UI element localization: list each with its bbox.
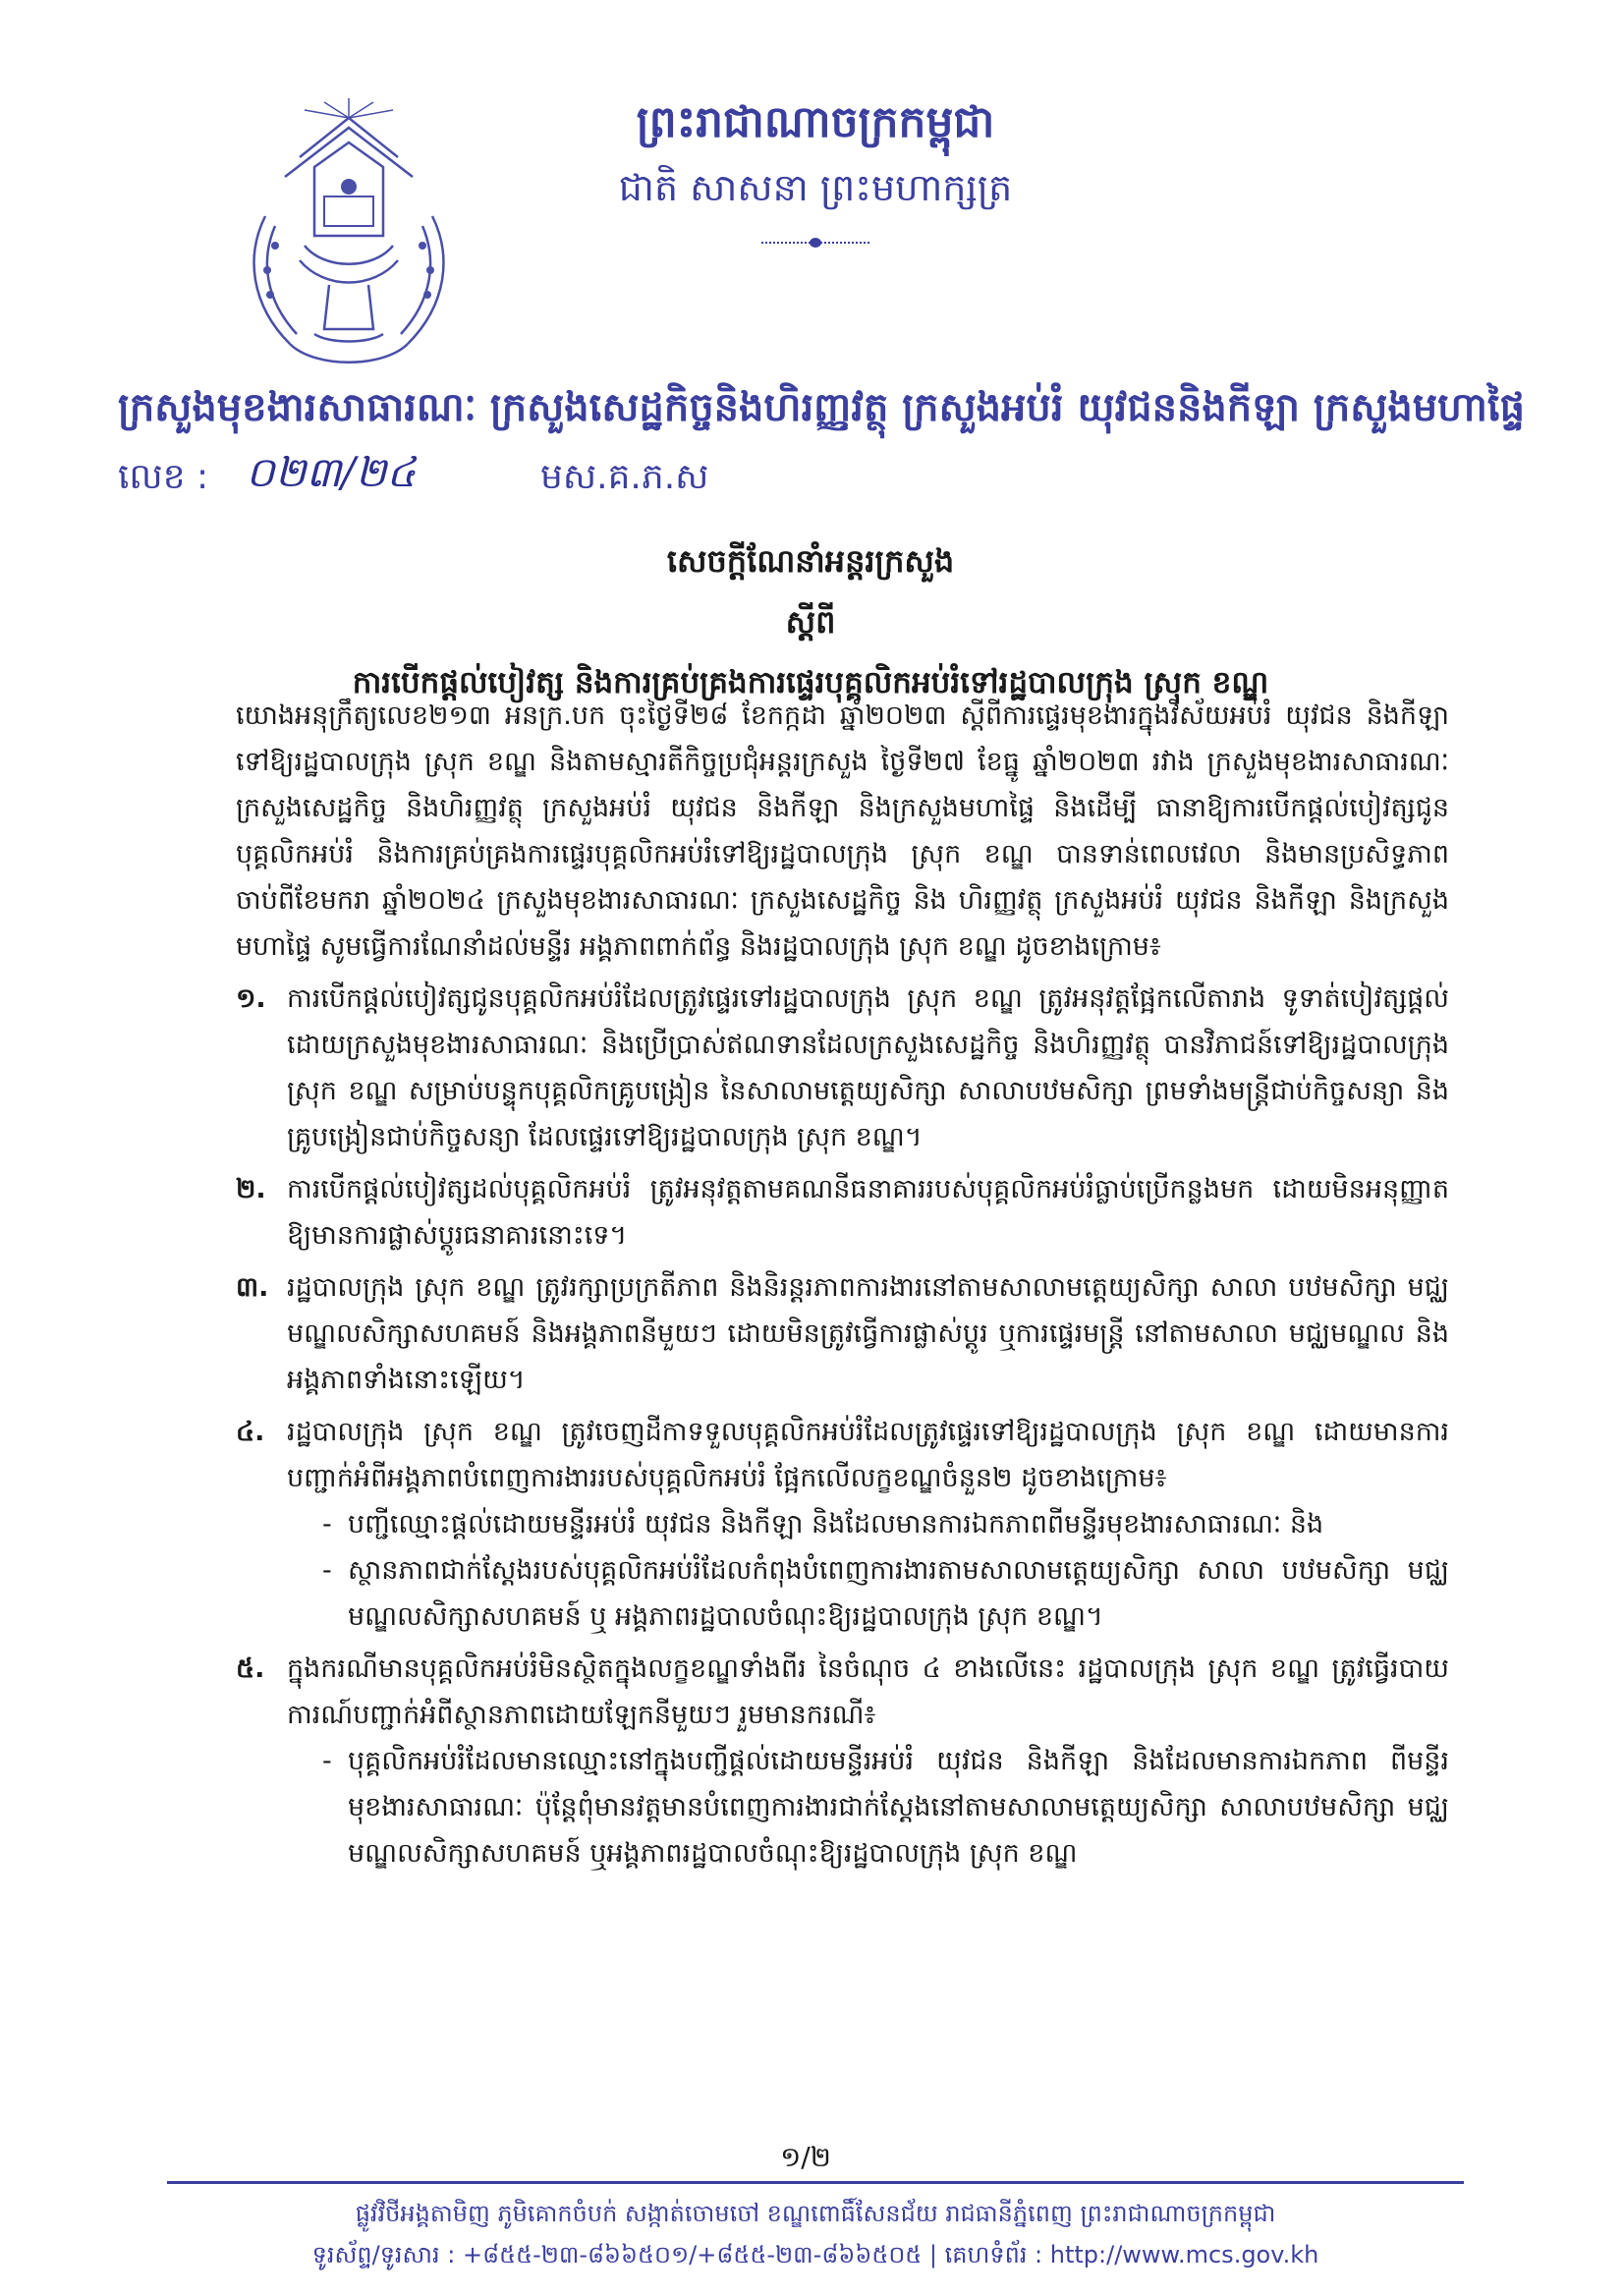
item-text: រដ្ឋបាលក្រុង ស្រុក ខណ្ឌ ត្រូវរក្សាប្រក្រតីភាព និងនិរន្តរភាពការងារនៅតាមសាលាមត្តេយ្យសិក្សា សាលា បឋមសិក្សា មជ្ឈមណ្ឌលសិក្សាសហគមន៍ និងអង្គភាពនីមួយៗ ដោយមិនត្រូវធ្វើការផ្លាស់ប្តូរ ឬការផ្ទេរមន្ត្រី នៅតាមសាលា មជ្ឈមណ្ឌល និងអង្គភាពទាំងនោះឡើយ។: [287, 1272, 1449, 1395]
national-motto: ជាតិ សាសនា ព្រះមហាក្សត្រ: [618, 166, 1013, 209]
sub-item-text: បញ្ជីឈ្មោះផ្តល់ដោយមន្ទីរអប់រំ យុវជន និងកីឡា និងដែលមានការឯកភាពពីមន្ទីរមុខងារសាធារណៈ និង: [348, 1509, 1324, 1540]
kingdom-header: [589, 88, 1041, 248]
document-body: [236, 693, 1449, 1876]
item-text: ការបើកផ្តល់បៀវត្សដល់បុគ្គលិកអប់រំ ត្រូវអនុវត្តតាមគណនីធនាគាររបស់បុគ្គលិកអប់រំធ្លាប់ប្រើកន្លងមក ដោយមិនអនុញ្ញាតឱ្យមានការផ្លាស់ប្តូរធនាគារនោះទេ។: [287, 1174, 1449, 1251]
dash-bullet: -: [322, 1509, 332, 1540]
item-number: ១.: [236, 983, 266, 1014]
reference-number: ០២៣/២៤: [246, 448, 417, 496]
sub-item-text: ស្ថានភាពជាក់ស្តែងរបស់បុគ្គលិកអប់រំដែលកំពុងបំពេញការងារតាមសាលាមត្តេយ្យសិក្សា សាលា បឋមសិក្សា មជ្ឈមណ្ឌលសិក្សាសហគមន៍ ឬ អង្គភាពរដ្ឋបាលចំណុះឱ្យរដ្ឋបាលក្រុង ស្រុក ខណ្ឌ។: [348, 1555, 1449, 1632]
footer-address: ផ្លូវវិថីអង្គតាមិញ ភូមិគោកចំបក់ សង្កាត់ចោមចៅ ខណ្ឌពោធិ៍សែនជ័យ រាជធានីភ្នំពេញ ព្រះរាជាណាចក្រកម្ពុជា: [355, 2200, 1276, 2227]
item-number: ៥.: [236, 1653, 265, 1684]
title-about: ស្តីពី: [785, 603, 836, 641]
issuing-ministries: ក្រសួងមុខងារសាធារណៈ ក្រសួងសេដ្ឋកិច្ចនិងហិរញ្ញវត្ថុ ក្រសួងអប់រំ យុវជននិងកីឡា ក្រសួងមហាផ្ទៃ: [118, 384, 1525, 430]
sub-item: [287, 1501, 1449, 1547]
list-item: [236, 1646, 1449, 1738]
sub-item: [287, 1547, 1449, 1640]
list-item: [236, 976, 1449, 1160]
page-number: ១/២: [780, 2141, 831, 2173]
footer: [167, 2193, 1464, 2275]
sub-item: [287, 1738, 1449, 1876]
document-type: សេចក្តីណែនាំអន្តរក្រសួង: [666, 542, 955, 580]
sub-item-text: បុគ្គលិកអប់រំដែលមានឈ្មោះនៅក្នុងបញ្ជីផ្តល់ដោយមន្ទីរអប់រំ យុវជន និងកីឡា និងដែលមានការឯកភាព ពីមន្ទីរមុខងារសាធារណៈ ប៉ុន្តែពុំមានវត្តមានបំពេញការងារជាក់ស្តែងនៅតាមសាលាមត្តេយ្យសិក្សា សាលាបឋមសិក្សា មជ្ឈមណ្ឌលសិក្សាសហគមន៍ ឬអង្គភាពរដ្ឋបាលចំណុះឱ្យរដ្ឋបាលក្រុង ស្រុក ខណ្ឌ: [348, 1746, 1449, 1869]
reference-label: លេខ :: [118, 457, 209, 497]
intro-paragraph: យោងអនុក្រឹត្យលេខ២១៣ អនក្រ.បក ចុះថ្ងៃទី២៨ ខែកក្កដា ឆ្នាំ២០២៣ ស្តីពីការផ្ទេរមុខងារក្នុងវិស័យអប់រំ យុវជន និងកីឡាទៅឱ្យរដ្ឋបាលក្រុង ស្រុក ខណ្ឌ និងតាមស្មារតីកិច្ចប្រជុំអន្តរក្រសួង ថ្ងៃទី២៧ ខែធ្នូ ឆ្នាំ២០២៣ រវាង ក្រសួងមុខងារសាធារណៈ ក្រសួងសេដ្ឋកិច្ច និងហិរញ្ញវត្ថុ ក្រសួងអប់រំ យុវជន និងកីឡា និងក្រសួងមហាផ្ទៃ និងដើម្បី ធានាឱ្យការបើកផ្តល់បៀវត្សជូនបុគ្គលិកអប់រំ និងការគ្រប់គ្រងការផ្ទេរបុគ្គលិកអប់រំទៅឱ្យរដ្ឋបាលក្រុង ស្រុក ខណ្ឌ បានទាន់ពេលវេលា និងមានប្រសិទ្ធភាពចាប់ពីខែមករា ឆ្នាំ២០២៤ ក្រសួងមុខងារសាធារណៈ ក្រសួងសេដ្ឋកិច្ច និង ហិរញ្ញវត្ថុ ក្រសួងអប់រំ យុវជន និងកីឡា និងក្រសួងមហាផ្ទៃ សូមធ្វើការណែនាំដល់មន្ទីរ អង្គភាពពាក់ព័ន្ធ និងរដ្ឋបាលក្រុង ស្រុក ខណ្ឌ ដូចខាងក្រោម៖: [236, 700, 1450, 962]
dash-bullet: -: [322, 1746, 332, 1776]
ministry-emblem-logo: [206, 98, 491, 383]
reference-line: [118, 448, 1002, 513]
footer-divider: [167, 2181, 1464, 2184]
kingdom-name: ព្រះរាជាណាចក្រកម្ពុជា: [636, 97, 995, 147]
list-item: [236, 1264, 1449, 1403]
item-number: ៤.: [236, 1417, 265, 1447]
list-item: [236, 1166, 1449, 1259]
item-number: ២.: [236, 1174, 266, 1204]
item-text: រដ្ឋបាលក្រុង ស្រុក ខណ្ឌ ត្រូវចេញដីកាទទួលបុគ្គលិកអប់រំដែលត្រូវផ្ទេរទៅឱ្យរដ្ឋបាលក្រុង ស្រុក ខណ្ឌ ដោយមានការបញ្ជាក់អំពីអង្គភាពបំពេញការងាររបស់បុគ្គលិកអប់រំ ផ្អែកលើលក្ខខណ្ឌចំនួន២ ដូចខាងក្រោម៖: [287, 1417, 1449, 1493]
footer-contact: ទូរស័ព្ទ/ទូរសារ : +៨៥៥-២៣-៨៦៦៥០១/+៨៥៥-២៣-៨៦៦៥០៥ | គេហទំព័រ : http://www.mcs.gov.kh: [311, 2241, 1319, 2268]
list-item: [236, 1409, 1449, 1501]
reference-code: មស.គ.ភ.ស: [540, 457, 709, 497]
item-number: ៣.: [236, 1272, 269, 1303]
dash-bullet: -: [322, 1555, 332, 1586]
item-text: ការបើកផ្តល់បៀវត្សជូនបុគ្គលិកអប់រំដែលត្រូវផ្ទេរទៅរដ្ឋបាលក្រុង ស្រុក ខណ្ឌ ត្រូវអនុវត្តផ្អែកលើតារាង ទូទាត់បៀវត្សផ្តល់ដោយក្រសួងមុខងារសាធារណៈ និងប្រើប្រាស់ឥណទានដែលក្រសួងសេដ្ឋកិច្ច និងហិរញ្ញវត្ថុ បានវិភាជន៍ទៅឱ្យរដ្ឋបាលក្រុង ស្រុក ខណ្ឌ សម្រាប់បន្ទុកបុគ្គលិកគ្រូបង្រៀន នៃសាលាមត្តេយ្យសិក្សា សាលាបឋមសិក្សា ព្រមទាំងមន្ត្រីជាប់កិច្ចសន្យា និងគ្រូបង្រៀនជាប់កិច្ចសន្យា ដែលផ្ទេរទៅឱ្យរដ្ឋបាលក្រុង ស្រុក ខណ្ឌ។: [287, 983, 1449, 1152]
document-title-block: [118, 531, 1503, 713]
document-subject: ការបើកផ្តល់បៀវត្ស និងការគ្រប់គ្រងការផ្ទេរបុគ្គលិកអប់រំទៅរដ្ឋបាលក្រុង ស្រុក ខណ្ឌ: [352, 665, 1269, 700]
item-text: ក្នុងករណីមានបុគ្គលិកអប់រំមិនស្ថិតក្នុងលក្ខខណ្ឌទាំងពីរ នៃចំណុច ៤ ខាងលើនេះ រដ្ឋបាលក្រុង ស្រុក ខណ្ឌ ត្រូវធ្វើរបាយការណ៍បញ្ជាក់អំពីស្ថានភាពដោយឡែកនីមួយៗ រួមមានករណី៖: [287, 1653, 1449, 1730]
ornament-divider: [761, 238, 869, 248]
